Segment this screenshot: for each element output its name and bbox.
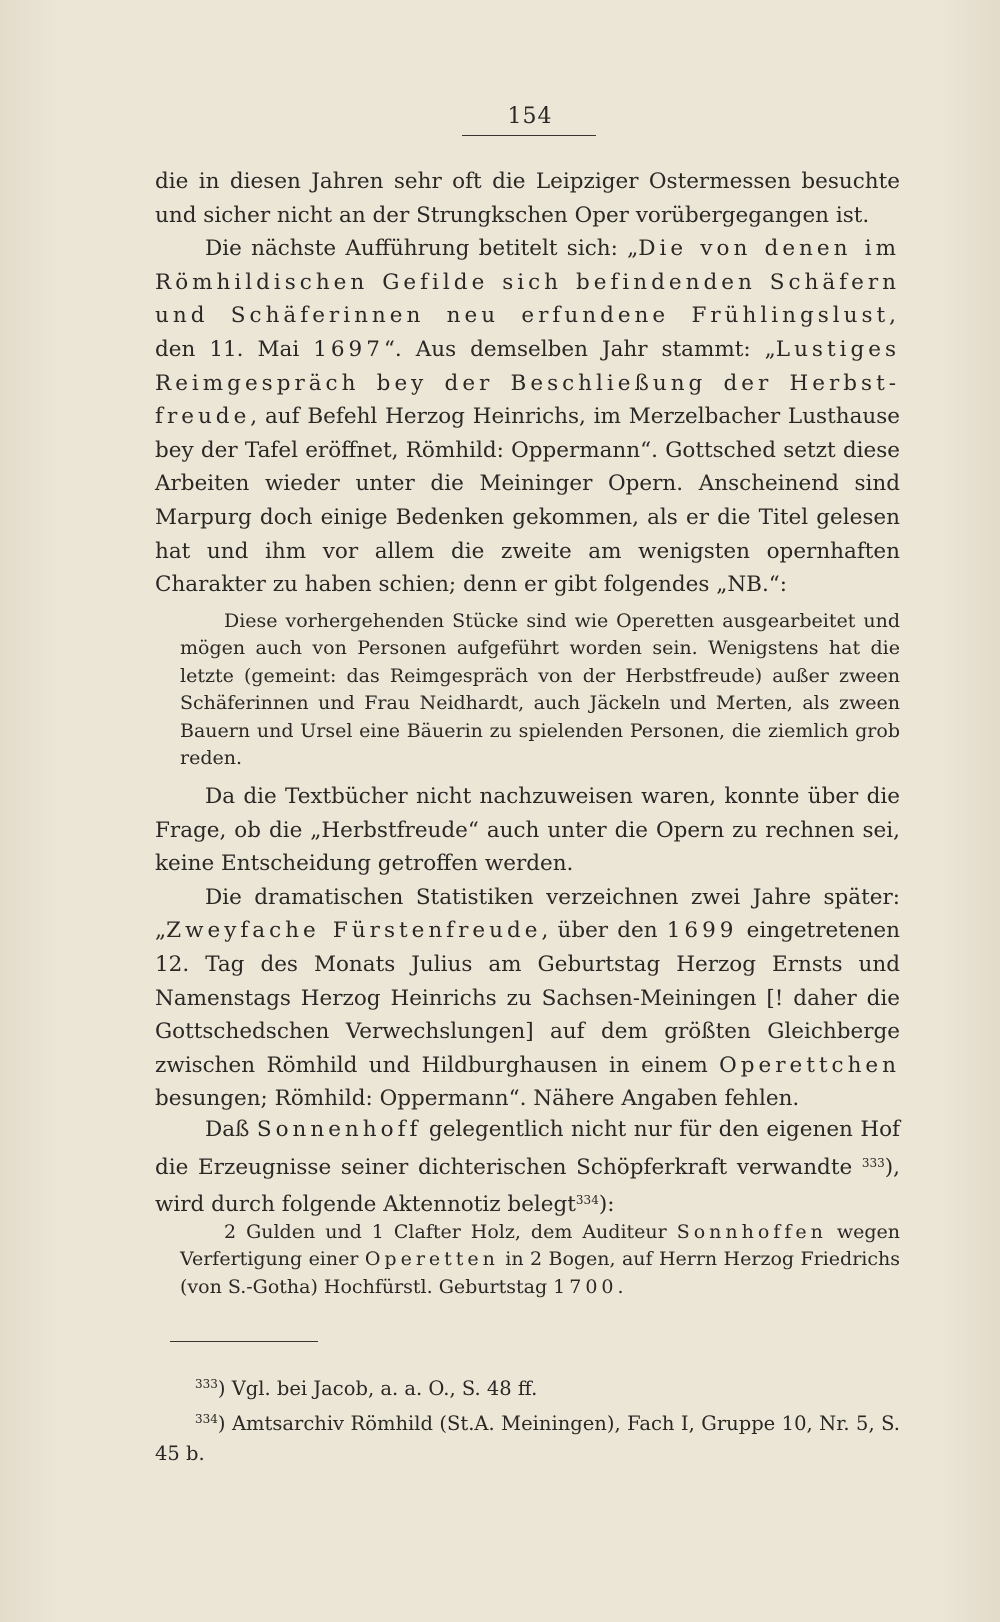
footnote-334 — [155, 1404, 900, 1469]
text-run: in 2 Bogen, auf Herrn Herzog Friedrichs (von S.-Gotha) Hochfürstl. Geburtstag — [180, 1248, 900, 1298]
text-run: “. Aus demselben Jahr stammt: „ — [383, 336, 776, 362]
text-run: Daß — [205, 1117, 257, 1142]
header-rule — [462, 135, 596, 136]
footnote-text: ) Vgl. bei Jacob, a. a. O., S. 48 ff. — [217, 1377, 538, 1400]
text-run: den 11. Mai — [155, 336, 314, 362]
text-run: ), wird durch folgende Aktennotiz belegt — [155, 1154, 900, 1218]
text-run: ): — [598, 1192, 615, 1218]
block-quote-aktennotiz — [180, 1219, 900, 1301]
text-run: , auf Befehl Herzog Heinrichs, im Merzelbacher Lusthause bey der Tafel eröffnet, Römhild: Oppermann“. Gottsched setzt diese Arbeiten wieder unter die Meininger Opern. Anscheinend sind Marpurg doch einige Bedenken gekommen, als er die Titel gelesen hat und ihm vor allem die zweite am wenigsten opernhaften Charakter zu haben schien; denn er gibt folgendes „NB.“: — [155, 404, 900, 598]
paragraph-4 — [155, 881, 900, 1116]
text-run: , über den — [541, 918, 667, 944]
footnote-rule — [170, 1341, 318, 1342]
paragraph-5 — [155, 1113, 900, 1222]
block-quote-marpurg — [180, 608, 900, 772]
paragraph-2 — [155, 232, 900, 602]
spaced-year-1697: 1697 — [313, 336, 384, 362]
body-text-top — [155, 165, 900, 602]
text-run: eingetretenen 12. Tag des Monats Julius am Geburtstag Herzog Ernsts und Namenstags Herzog Heinrichs zu Sachsen-Meiningen [! daher die Gottschedschen Verwechslungen] auf dem größten Gleichberge zwischen Römhild und Hildburghausen in einem — [155, 918, 900, 1078]
quote-text — [180, 1219, 900, 1301]
text-run: Die nächste Aufführung betitelt sich: „ — [205, 236, 639, 262]
spaced-title-3: Zweyfache Fürstenfreude — [166, 918, 542, 944]
footnote-ref-334: 334 — [575, 1193, 599, 1208]
paragraph-3: Da die Textbücher nicht nachzuweisen waren, konnte über die Frage, ob die „Herbstfreude“ auch unter die Opern zu rechnen sei, keine Entscheidung getroffen werden. — [155, 784, 900, 877]
body-text-lower — [155, 1113, 900, 1222]
spaced-sonnenhoff: Sonnenhoff — [256, 1117, 422, 1142]
paragraph-1: die in diesen Jahren sehr oft die Leipziger Ostermessen besuchte und sicher nicht an der Strungkschen Oper vorübergegangen ist. — [155, 169, 900, 228]
body-text-middle — [155, 780, 900, 1116]
text-run: 2 Gulden und 1 Clafter Holz, dem Auditeur — [224, 1221, 677, 1243]
spaced-year-1700: 1700. — [553, 1275, 628, 1298]
footnote-333 — [155, 1369, 900, 1404]
spaced-title-1: Die von denen im Römhildischen Gefilde sich befindenden Schäfern und Schäferinnen neu erfundene Frühlingslust, — [155, 236, 900, 329]
text-run: wegen Verfertigung einer — [180, 1221, 900, 1271]
spaced-operetten: Operetten — [364, 1248, 499, 1271]
page-number: 154 — [507, 104, 553, 129]
footnote-text: ) Amtsarchiv Römhild (St.A. Meiningen), Fach I, Gruppe 10, Nr. 5, S. 45 b. — [155, 1412, 900, 1465]
footnote-mark: 334 — [195, 1412, 218, 1426]
text-run: gelegentlich nicht nur für den eigenen Hof die Erzeugnisse seiner dichterischen Schöpferkraft verwandte — [155, 1117, 900, 1180]
spaced-operettchen: Operettchen — [719, 1052, 900, 1078]
spaced-year-1699: 1699 — [666, 918, 738, 944]
footnotes — [155, 1369, 900, 1469]
quote-text: Diese vorhergehenden Stücke sind wie Operetten ausgearbeitet und mögen auch von Personen aufgeführt worden sein. Wenigstens hat die letzte (gemeint: das Reimgespräch von der Herbstfreude) außer zween Schäferinnen und Frau Neidhardt, auch Jäckeln und Merten, als zween Bauern und Ursel eine Bäuerin zu spielenden Personen, die ziemlich grob reden. — [180, 610, 900, 770]
spaced-sonnhoffen: Sonnhoffen — [676, 1221, 827, 1243]
footnote-ref-333: 333 — [861, 1155, 885, 1170]
text-run: besungen; Römhild: Oppermann“. Nähere Angaben fehlen. — [155, 1086, 800, 1112]
text-run: Die dramatischen Statistiken verzeichnen zwei Jahre später: „ — [155, 884, 900, 944]
spaced-title-2: Lustiges Reimgespräch bey der Beschließung der Herbst-freude — [155, 336, 900, 430]
footnote-mark: 333 — [195, 1377, 218, 1391]
